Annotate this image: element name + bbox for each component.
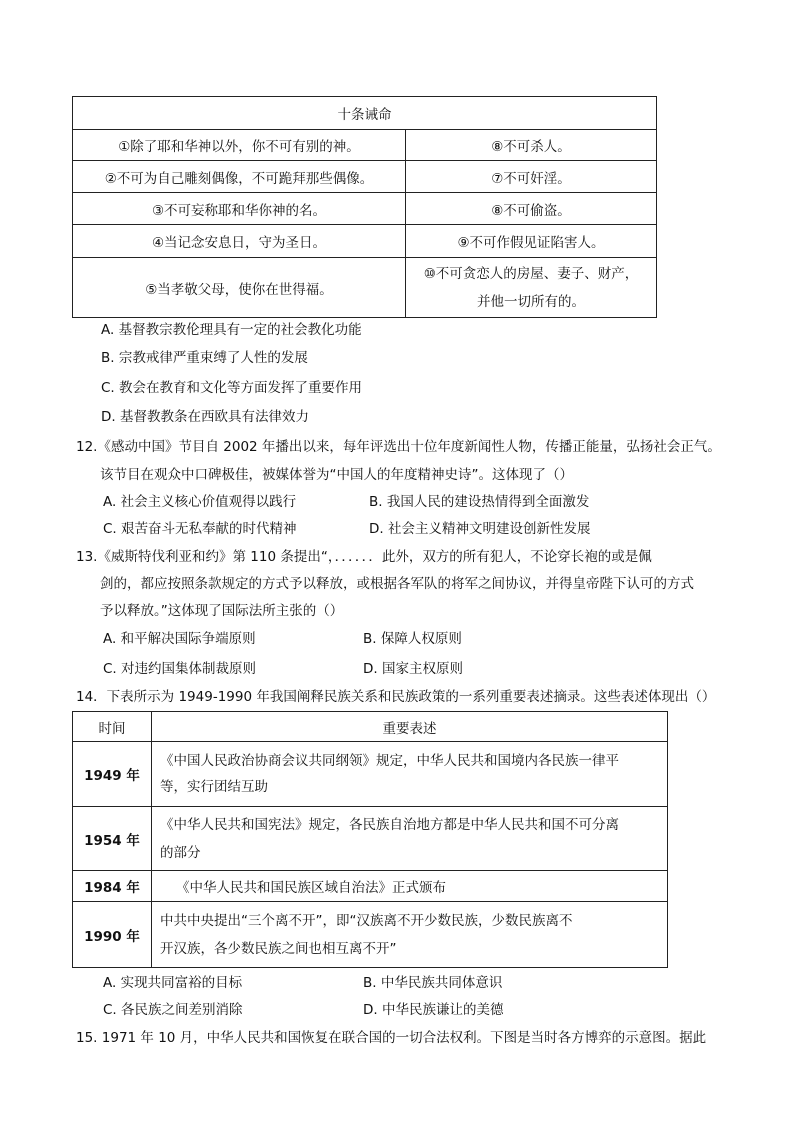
q13-stem-line3: 予以释放。”这体现了国际法所主张的（） — [100, 603, 344, 619]
q13-stem-line2: 剑的，都应按照条款规定的方式予以释放，或根据各军队的将军之间协议，并得皇帝陛下认可的方式 — [100, 576, 694, 592]
q11-option-d: D. 基督教教条在西欧具有法律效力 — [101, 409, 309, 425]
q14-option-b: B. 中华民族共同体意识 — [363, 975, 503, 991]
q12-stem-line2: 该节目在观众中口碑极佳，被媒体誉为“中国人的年度精神史诗”。这体现了（） — [100, 467, 573, 483]
commandment-cell: ⑧不可杀人。 — [406, 130, 657, 161]
q14-option-d: D. 中华民族谦让的美德 — [363, 1002, 504, 1018]
commandment-line: ⑩不可贪恋人的房屋、妻子、财产， — [423, 265, 639, 282]
commandment-line: 并他一切所有的。 — [477, 293, 585, 310]
commandment-cell: ③不可妄称耶和华你神的名。 — [73, 193, 406, 225]
commandment-cell — [406, 258, 657, 318]
statement-line: 的部分 — [160, 844, 201, 861]
commandment-cell: ②不可为自己雕刻偶像，不可跪拜那些偶像。 — [73, 161, 406, 193]
q13-option-c: C. 对违约国集体制裁原则 — [103, 661, 257, 677]
table-year-cell: 1954 年 — [73, 807, 152, 871]
q15-stem-line1: 15. 1971 年 10 月，中华人民共和国恢复在联合国的一切合法权利。下图是当时各方博弈的示意图。据此 — [76, 1030, 707, 1046]
table-statement-cell — [152, 742, 668, 807]
commandment-cell: ①除了耶和华神以外，你不可有别的神。 — [73, 130, 406, 161]
statement-line: 中共中央提出“三个离不开”，即“汉族离不开少数民族，少数民族离不 — [160, 912, 573, 929]
table-statement-cell: 《中华人民共和国民族区域自治法》正式颁布 — [152, 871, 668, 902]
q12-option-a: A. 社会主义核心价值观得以践行 — [103, 494, 297, 510]
table-year-cell: 1984 年 — [73, 871, 152, 902]
q12-option-b: B. 我国人民的建设热情得到全面激发 — [369, 494, 590, 510]
q13-stem-line1: 13.《威斯特伐利亚和约》第 110 条提出“，．．．．．．此外，双方的所有犯人，不论穿长袍的或是佩 — [76, 549, 652, 565]
q13-option-b: B. 保障人权原则 — [363, 631, 462, 647]
q13-option-a: A. 和平解决国际争端原则 — [103, 631, 256, 647]
q13-option-d: D. 国家主权原则 — [363, 661, 463, 677]
q11-option-b: B. 宗教戒律严重束缚了人性的发展 — [101, 350, 308, 366]
q14-option-a: A. 实现共同富裕的目标 — [103, 975, 243, 991]
table-year-cell: 1949 年 — [73, 742, 152, 807]
table-year-cell: 1990 年 — [73, 902, 152, 968]
table-header-statement: 重要表述 — [152, 712, 668, 742]
commandment-cell: ④当记念安息日，守为圣日。 — [73, 225, 406, 258]
commandments-title: 十条诫命 — [73, 97, 657, 130]
q11-option-a: A. 基督教宗教伦理具有一定的社会教化功能 — [101, 322, 362, 338]
commandments-table — [72, 96, 657, 318]
commandment-cell: ⑦不可奸淫。 — [406, 161, 657, 193]
table-statement-cell — [152, 902, 668, 968]
q12-option-c: C. 艰苦奋斗无私奉献的时代精神 — [103, 521, 297, 537]
statement-line: 《中国人民政治协商会议共同纲领》规定，中华人民共和国境内各民族一律平 — [160, 753, 619, 769]
statement-line: 等，实行团结互助 — [160, 779, 268, 795]
q12-option-d: D. 社会主义精神文明建设创新性发展 — [369, 521, 591, 537]
commandment-cell: ⑨不可作假见证陷害人。 — [406, 225, 657, 258]
table-statement-cell — [152, 807, 668, 871]
commandment-cell: ⑤当孝敬父母，使你在世得福。 — [73, 258, 406, 318]
statement-line: 《中华人民共和国宪法》规定，各民族自治地方都是中华人民共和国不可分离 — [160, 816, 619, 833]
q14-option-c: C. 各民族之间差别消除 — [103, 1002, 243, 1018]
q14-stem-line1: 14．下表所示为 1949-1990 年我国阐释民族关系和民族政策的一系列重要表述摘录。这些表述体现出（） — [76, 689, 716, 705]
table-header-time: 时间 — [73, 712, 152, 742]
statement-line: 开汉族，各少数民族之间也相互离不开” — [160, 940, 397, 957]
commandment-cell: ⑧不可偷盗。 — [406, 193, 657, 225]
q11-option-c: C. 教会在教育和文化等方面发挥了重要作用 — [101, 380, 363, 396]
q12-stem-line1: 12.《感动中国》节目自 2002 年播出以来，每年评选出十位年度新闻性人物，传播正能量，弘扬社会正气。 — [76, 439, 721, 455]
ethnic-policy-table — [72, 711, 668, 968]
